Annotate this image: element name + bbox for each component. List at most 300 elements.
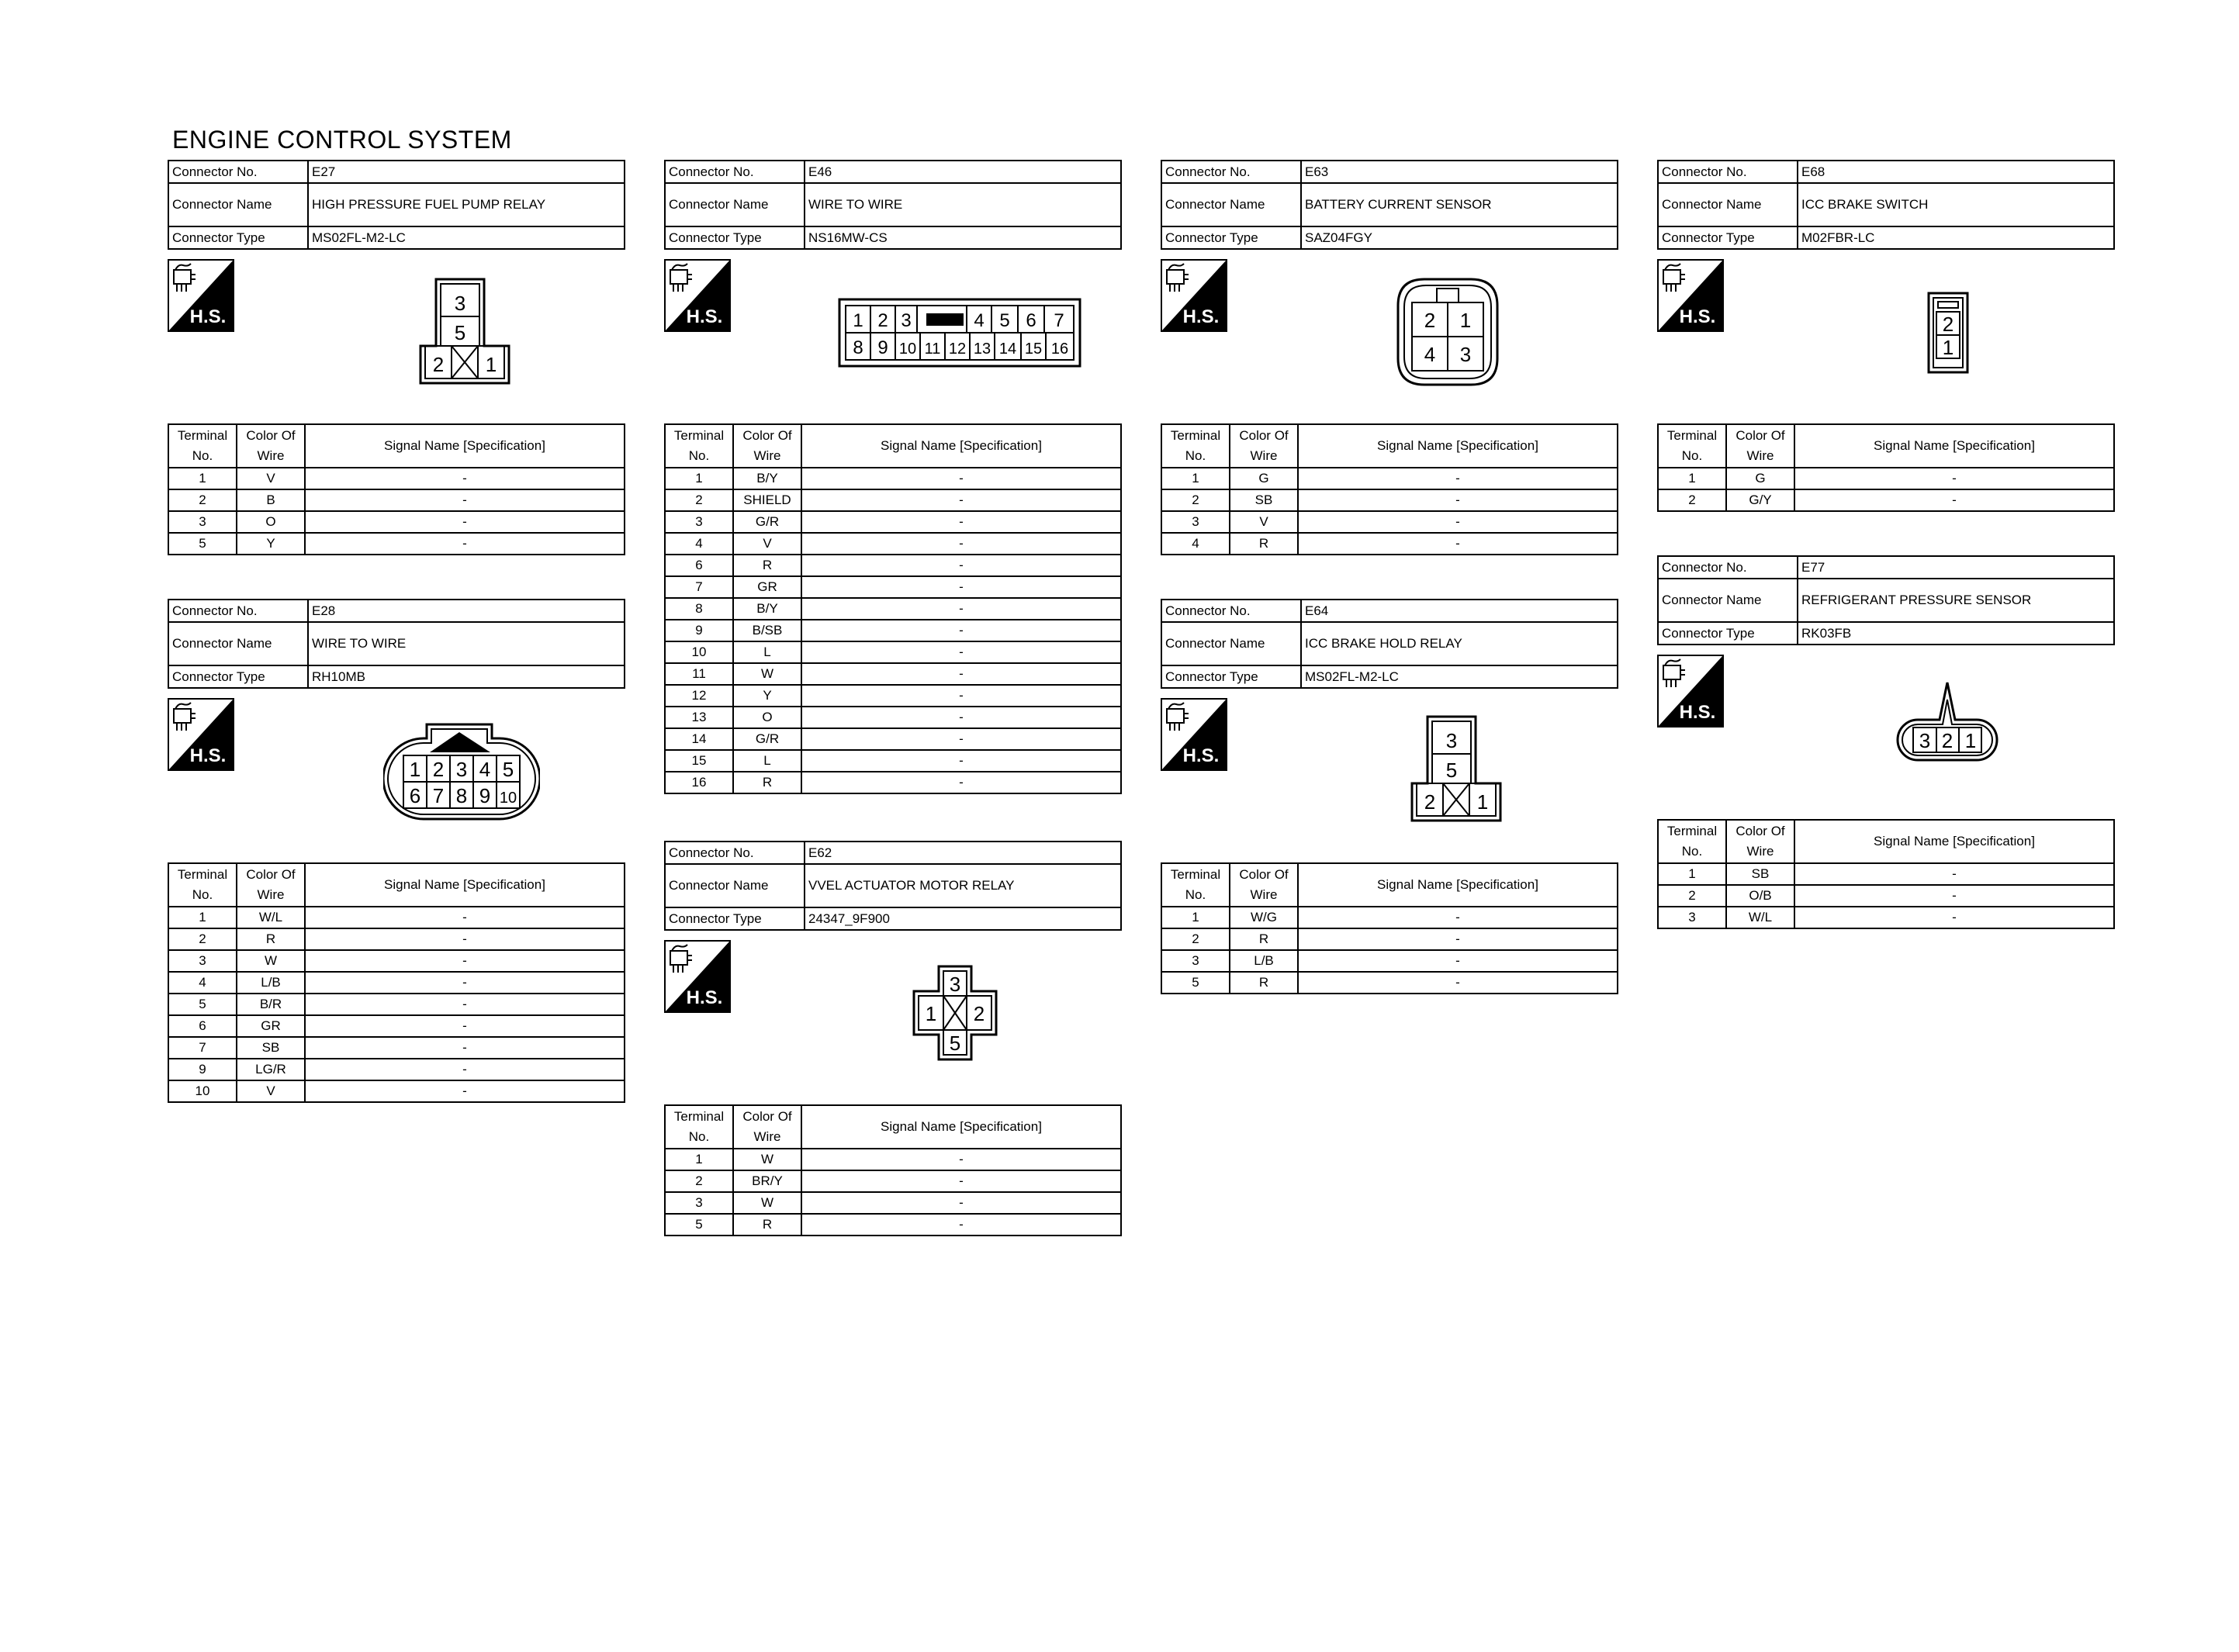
terminal-table-e63: [1161, 423, 1618, 555]
terminal-no-cell: 7: [168, 1037, 237, 1059]
terminal-no-cell: 5: [168, 994, 237, 1015]
signal-name-cell: -: [305, 511, 625, 533]
wire-color-cell: W: [733, 663, 801, 685]
terminal-no-cell: 3: [665, 511, 733, 533]
connector-type-label: Connector Type: [1658, 622, 1798, 645]
connector-name-value: ICC BRAKE SWITCH: [1798, 183, 2114, 226]
signal-name-cell: -: [305, 972, 625, 994]
connector-name-value: ICC BRAKE HOLD RELAY: [1301, 622, 1618, 665]
connector-type-value: M02FBR-LC: [1798, 226, 2114, 249]
table-row: [665, 533, 1121, 555]
terminal-no-cell: 4: [168, 972, 237, 994]
signal-name-cell: -: [801, 707, 1121, 728]
connector-name-value: WIRE TO WIRE: [308, 622, 625, 665]
connector-face-e68: [1927, 292, 1969, 374]
wire-color-cell: Y: [237, 533, 305, 555]
terminal-no-cell: 2: [665, 1170, 733, 1192]
connector-name-value: HIGH PRESSURE FUEL PUMP RELAY: [308, 183, 625, 226]
wire-color-cell: V: [237, 468, 305, 489]
pin-label: 3: [454, 292, 466, 315]
pin-label: 2: [432, 758, 445, 781]
signal-name-header: Signal Name [Specification]: [1794, 820, 2114, 863]
pin-label: 4: [974, 310, 985, 331]
wire-color-cell: G/R: [733, 511, 801, 533]
signal-name-cell: -: [1794, 885, 2114, 907]
connector-name-value: VVEL ACTUATOR MOTOR RELAY: [805, 864, 1121, 907]
connector-name-value: BATTERY CURRENT SENSOR: [1301, 183, 1618, 226]
terminal-no-cell: 3: [665, 1192, 733, 1214]
connector-no-value: E64: [1301, 600, 1618, 622]
terminal-no-cell: 2: [1658, 885, 1726, 907]
signal-name-cell: -: [305, 489, 625, 511]
signal-name-cell: -: [801, 598, 1121, 620]
table-row: [168, 928, 625, 950]
terminal-table-e68: [1657, 423, 2115, 512]
harness-side-icon: [664, 259, 731, 332]
signal-name-cell: -: [801, 641, 1121, 663]
table-row: [168, 489, 625, 511]
connector-no-label: Connector No.: [168, 161, 308, 183]
terminal-no-cell: 1: [665, 468, 733, 489]
pin-label: 1: [485, 353, 497, 376]
terminal-no-cell: 2: [1658, 489, 1726, 511]
terminal-no-cell: 6: [665, 555, 733, 576]
connector-type-label: Connector Type: [1658, 226, 1798, 249]
connector-no-label: Connector No.: [168, 600, 308, 622]
table-row: [665, 1192, 1121, 1214]
terminal-no-cell: 2: [1161, 489, 1230, 511]
wire-color-cell: G: [1726, 468, 1794, 489]
signal-name-cell: -: [801, 1170, 1121, 1192]
signal-name-header: Signal Name [Specification]: [305, 863, 625, 907]
table-row: [1658, 863, 2114, 885]
table-row: [665, 555, 1121, 576]
table-row: [168, 994, 625, 1015]
connector-no-label: Connector No.: [1161, 161, 1301, 183]
connector-name-label: Connector Name: [665, 864, 805, 907]
wire-color-cell: R: [1230, 533, 1298, 555]
terminal-table-e62: [664, 1104, 1122, 1236]
connector-no-value: E77: [1798, 556, 2114, 579]
terminal-no-cell: 1: [168, 907, 237, 928]
connector-type-label: Connector Type: [665, 907, 805, 930]
signal-name-cell: -: [801, 685, 1121, 707]
table-row: [665, 707, 1121, 728]
terminal-no-cell: 1: [665, 1149, 733, 1170]
connector-no-value: E27: [308, 161, 625, 183]
terminal-no-cell: 2: [665, 489, 733, 511]
table-row: [665, 1170, 1121, 1192]
table-row: [665, 576, 1121, 598]
pin-label: 3: [1445, 729, 1458, 752]
terminal-no-cell: 3: [1161, 950, 1230, 972]
wire-color-cell: GR: [733, 576, 801, 598]
pin-label: 1: [1942, 336, 1954, 359]
connector-info-e64: [1161, 599, 1618, 689]
table-row: [1161, 533, 1618, 555]
connector-no-label: Connector No.: [1658, 556, 1798, 579]
wire-color-cell: G/Y: [1726, 489, 1794, 511]
signal-name-cell: -: [801, 468, 1121, 489]
connector-name-value: WIRE TO WIRE: [805, 183, 1121, 226]
signal-name-cell: -: [305, 1080, 625, 1102]
signal-name-cell: -: [1794, 863, 2114, 885]
signal-name-cell: -: [305, 928, 625, 950]
hs-label: H.S.: [189, 745, 227, 766]
wire-color-cell: B/Y: [733, 598, 801, 620]
pin-label: 1: [925, 1002, 937, 1025]
signal-name-cell: -: [801, 555, 1121, 576]
table-row: [168, 1037, 625, 1059]
terminal-no-cell: 16: [665, 772, 733, 793]
connector-no-label: Connector No.: [665, 161, 805, 183]
wire-color-cell: L/B: [1230, 950, 1298, 972]
terminal-table-e46: [664, 423, 1122, 794]
signal-name-cell: -: [305, 533, 625, 555]
table-row: [1658, 885, 2114, 907]
terminal-no-cell: 9: [665, 620, 733, 641]
signal-name-cell: -: [1298, 511, 1618, 533]
signal-name-cell: -: [801, 1192, 1121, 1214]
pin-label: 1: [1459, 309, 1472, 332]
wire-color-cell: B: [237, 489, 305, 511]
pin-label: 5: [949, 1032, 961, 1055]
connector-info-e28: [168, 599, 625, 689]
table-row: [665, 598, 1121, 620]
harness-side-icon: [1161, 259, 1227, 332]
terminal-no-cell: 1: [1161, 907, 1230, 928]
signal-name-cell: -: [801, 772, 1121, 793]
color-of-wire-header: Color Of Wire: [1726, 820, 1794, 863]
connector-type-value: SAZ04FGY: [1301, 226, 1618, 249]
signal-name-cell: -: [801, 489, 1121, 511]
pin-label: 2: [973, 1002, 985, 1025]
hs-label: H.S.: [1182, 306, 1220, 327]
hs-label: H.S.: [686, 987, 723, 1008]
connector-info-e68: [1657, 160, 2115, 250]
terminal-no-header: Terminal No.: [1161, 424, 1230, 468]
table-row: [1161, 489, 1618, 511]
terminal-table-e77: [1657, 819, 2115, 929]
pin-label: 5: [1445, 759, 1458, 782]
connector-type-value: RK03FB: [1798, 622, 2114, 645]
hs-label: H.S.: [686, 306, 723, 327]
table-row: [665, 750, 1121, 772]
signal-name-cell: -: [801, 533, 1121, 555]
table-row: [168, 972, 625, 994]
connector-type-label: Connector Type: [1161, 226, 1301, 249]
terminal-no-cell: 12: [665, 685, 733, 707]
terminal-no-cell: 13: [665, 707, 733, 728]
pin-label: 2: [1424, 309, 1436, 332]
connector-name-value: REFRIGERANT PRESSURE SENSOR: [1798, 579, 2114, 622]
signal-name-cell: -: [1298, 972, 1618, 994]
table-row: [665, 685, 1121, 707]
connector-type-label: Connector Type: [665, 226, 805, 249]
pin-label: 11: [924, 340, 941, 358]
pin-label: 7: [432, 784, 445, 807]
terminal-no-header: Terminal No.: [1658, 820, 1726, 863]
signal-name-header: Signal Name [Specification]: [801, 1105, 1121, 1149]
harness-side-icon: [1161, 698, 1227, 771]
hs-label: H.S.: [1182, 745, 1220, 766]
signal-name-cell: -: [801, 620, 1121, 641]
table-row: [665, 728, 1121, 750]
terminal-no-cell: 1: [1658, 468, 1726, 489]
terminal-no-cell: 5: [1161, 972, 1230, 994]
pin-label: 4: [1424, 343, 1436, 366]
color-of-wire-header: Color Of Wire: [733, 1105, 801, 1149]
wire-color-cell: BR/Y: [733, 1170, 801, 1192]
signal-name-cell: -: [1794, 468, 2114, 489]
table-row: [1161, 928, 1618, 950]
terminal-no-cell: 15: [665, 750, 733, 772]
table-row: [1658, 468, 2114, 489]
pin-label: 2: [1942, 313, 1954, 336]
connector-no-value: E63: [1301, 161, 1618, 183]
connector-info-e77: [1657, 555, 2115, 645]
terminal-no-cell: 3: [1161, 511, 1230, 533]
terminal-no-cell: 9: [168, 1059, 237, 1080]
color-of-wire-header: Color Of Wire: [1726, 424, 1794, 468]
signal-name-cell: -: [305, 1015, 625, 1037]
pin-label: 6: [409, 784, 421, 807]
pin-label: 3: [901, 310, 912, 331]
hs-label: H.S.: [189, 306, 227, 327]
table-row: [665, 1149, 1121, 1170]
terminal-no-cell: 6: [168, 1015, 237, 1037]
connector-no-label: Connector No.: [1658, 161, 1798, 183]
connector-no-label: Connector No.: [665, 842, 805, 864]
signal-name-cell: -: [1298, 950, 1618, 972]
terminal-table-e64: [1161, 862, 1618, 994]
terminal-no-header: Terminal No.: [665, 424, 733, 468]
terminal-no-cell: 1: [168, 468, 237, 489]
connector-name-label: Connector Name: [1161, 183, 1301, 226]
signal-name-cell: -: [305, 1037, 625, 1059]
wire-color-cell: R: [733, 772, 801, 793]
table-row: [665, 663, 1121, 685]
harness-side-icon: [168, 259, 234, 332]
pin-label: 10: [898, 340, 917, 358]
wire-color-cell: GR: [237, 1015, 305, 1037]
pin-label: 3: [1919, 729, 1931, 752]
wire-color-cell: SB: [1230, 489, 1298, 511]
connector-name-label: Connector Name: [1658, 579, 1798, 622]
connector-type-label: Connector Type: [168, 226, 308, 249]
connector-no-value: E68: [1798, 161, 2114, 183]
terminal-no-header: Terminal No.: [168, 424, 237, 468]
connector-type-value: RH10MB: [308, 665, 625, 688]
pin-label: 1: [409, 758, 421, 781]
terminal-no-cell: 2: [168, 928, 237, 950]
harness-side-icon: [168, 698, 234, 771]
pin-label: 1: [853, 310, 863, 331]
signal-name-cell: -: [801, 511, 1121, 533]
pin-label: 6: [1026, 310, 1036, 331]
signal-name-cell: -: [801, 576, 1121, 598]
wire-color-cell: W/L: [237, 907, 305, 928]
wire-color-cell: R: [1230, 972, 1298, 994]
pin-label: 15: [1024, 340, 1043, 358]
connector-name-label: Connector Name: [168, 622, 308, 665]
connector-name-label: Connector Name: [1658, 183, 1798, 226]
terminal-no-cell: 4: [665, 533, 733, 555]
color-of-wire-header: Color Of Wire: [237, 424, 305, 468]
connector-type-value: MS02FL-M2-LC: [1301, 665, 1618, 688]
signal-name-cell: -: [305, 1059, 625, 1080]
pin-label: 3: [949, 973, 961, 996]
terminal-no-cell: 10: [665, 641, 733, 663]
terminal-no-cell: 4: [1161, 533, 1230, 555]
wire-color-cell: L/B: [237, 972, 305, 994]
wire-color-cell: L: [733, 750, 801, 772]
color-of-wire-header: Color Of Wire: [733, 424, 801, 468]
table-row: [665, 489, 1121, 511]
table-row: [168, 1059, 625, 1080]
signal-name-cell: -: [801, 663, 1121, 685]
pin-label: 16: [1050, 340, 1069, 358]
pin-label: 8: [853, 337, 863, 358]
harness-side-icon: [1657, 655, 1724, 728]
pin-label: 3: [1459, 343, 1472, 366]
terminal-table-e27: [168, 423, 625, 555]
pin-label: 1: [1476, 790, 1489, 814]
signal-name-header: Signal Name [Specification]: [305, 424, 625, 468]
terminal-no-cell: 5: [665, 1214, 733, 1236]
connector-type-value: NS16MW-CS: [805, 226, 1121, 249]
wire-color-cell: O/B: [1726, 885, 1794, 907]
wire-color-cell: W/L: [1726, 907, 1794, 928]
pin-label: 2: [877, 310, 888, 331]
terminal-no-header: Terminal No.: [1161, 863, 1230, 907]
connector-face-e46: [838, 298, 1081, 368]
signal-name-header: Signal Name [Specification]: [1794, 424, 2114, 468]
connector-face-e27: [417, 278, 512, 386]
connector-info-e46: [664, 160, 1122, 250]
signal-name-cell: -: [1794, 489, 2114, 511]
signal-name-cell: -: [801, 1149, 1121, 1170]
connector-info-e62: [664, 841, 1122, 931]
wire-color-cell: LG/R: [237, 1059, 305, 1080]
connector-face-e77: [1895, 679, 2000, 762]
table-row: [665, 641, 1121, 663]
wire-color-cell: SHIELD: [733, 489, 801, 511]
connector-info-e27: [168, 160, 625, 250]
terminal-no-cell: 1: [1658, 863, 1726, 885]
table-row: [168, 1080, 625, 1102]
wire-color-cell: R: [237, 928, 305, 950]
signal-name-cell: -: [305, 994, 625, 1015]
wire-color-cell: R: [1230, 928, 1298, 950]
signal-name-cell: -: [801, 1214, 1121, 1236]
wire-color-cell: B/SB: [733, 620, 801, 641]
table-row: [665, 1214, 1121, 1236]
harness-side-icon: [1657, 259, 1724, 332]
wire-color-cell: R: [733, 1214, 801, 1236]
wire-color-cell: V: [1230, 511, 1298, 533]
table-row: [665, 511, 1121, 533]
signal-name-header: Signal Name [Specification]: [801, 424, 1121, 468]
terminal-no-cell: 8: [665, 598, 733, 620]
wire-color-cell: B/R: [237, 994, 305, 1015]
connector-face-e63: [1395, 278, 1500, 386]
wire-color-cell: W: [733, 1149, 801, 1170]
terminal-no-cell: 5: [168, 533, 237, 555]
harness-side-icon: [664, 940, 731, 1013]
table-row: [1161, 468, 1618, 489]
color-of-wire-header: Color Of Wire: [1230, 424, 1298, 468]
signal-name-cell: -: [801, 728, 1121, 750]
table-row: [665, 620, 1121, 641]
wire-color-cell: G/R: [733, 728, 801, 750]
terminal-no-cell: 3: [1658, 907, 1726, 928]
pin-label: 10: [499, 790, 517, 807]
pin-label: 2: [1941, 729, 1954, 752]
terminal-table-e28: [168, 862, 625, 1103]
signal-name-cell: -: [305, 950, 625, 972]
connector-type-value: 24347_9F900: [805, 907, 1121, 930]
terminal-no-header: Terminal No.: [1658, 424, 1726, 468]
table-row: [665, 468, 1121, 489]
wire-color-cell: O: [237, 511, 305, 533]
connector-face-e62: [912, 965, 998, 1061]
connector-face-e28: [383, 721, 540, 822]
connector-info-e63: [1161, 160, 1618, 250]
signal-name-cell: -: [305, 907, 625, 928]
table-row: [1658, 489, 2114, 511]
table-row: [168, 950, 625, 972]
table-row: [665, 772, 1121, 793]
pin-label: 5: [502, 758, 514, 781]
table-row: [1658, 907, 2114, 928]
pin-label: 9: [877, 337, 888, 358]
pin-label: 3: [455, 758, 468, 781]
pin-label: 5: [454, 321, 466, 344]
color-of-wire-header: Color Of Wire: [237, 863, 305, 907]
connector-no-label: Connector No.: [1161, 600, 1301, 622]
wire-color-cell: SB: [1726, 863, 1794, 885]
signal-name-header: Signal Name [Specification]: [1298, 863, 1618, 907]
connector-face-e64: [1409, 715, 1504, 824]
connector-no-value: E46: [805, 161, 1121, 183]
signal-name-cell: -: [1298, 468, 1618, 489]
wire-color-cell: O: [733, 707, 801, 728]
terminal-no-cell: 14: [665, 728, 733, 750]
pin-label: 4: [479, 758, 491, 781]
signal-name-cell: -: [1794, 907, 2114, 928]
wire-color-cell: W/G: [1230, 907, 1298, 928]
color-of-wire-header: Color Of Wire: [1230, 863, 1298, 907]
signal-name-cell: -: [1298, 907, 1618, 928]
pin-label: 5: [999, 310, 1010, 331]
wire-color-cell: L: [733, 641, 801, 663]
connector-name-label: Connector Name: [168, 183, 308, 226]
table-row: [168, 907, 625, 928]
terminal-no-header: Terminal No.: [665, 1105, 733, 1149]
signal-name-cell: -: [1298, 533, 1618, 555]
connector-type-label: Connector Type: [1161, 665, 1301, 688]
connector-name-label: Connector Name: [665, 183, 805, 226]
connector-type-label: Connector Type: [168, 665, 308, 688]
page-title: ENGINE CONTROL SYSTEM: [172, 126, 512, 154]
connector-name-label: Connector Name: [1161, 622, 1301, 665]
connector-type-value: MS02FL-M2-LC: [308, 226, 625, 249]
terminal-no-cell: 7: [665, 576, 733, 598]
terminal-no-cell: 1: [1161, 468, 1230, 489]
terminal-no-cell: 11: [665, 663, 733, 685]
terminal-no-cell: 3: [168, 950, 237, 972]
